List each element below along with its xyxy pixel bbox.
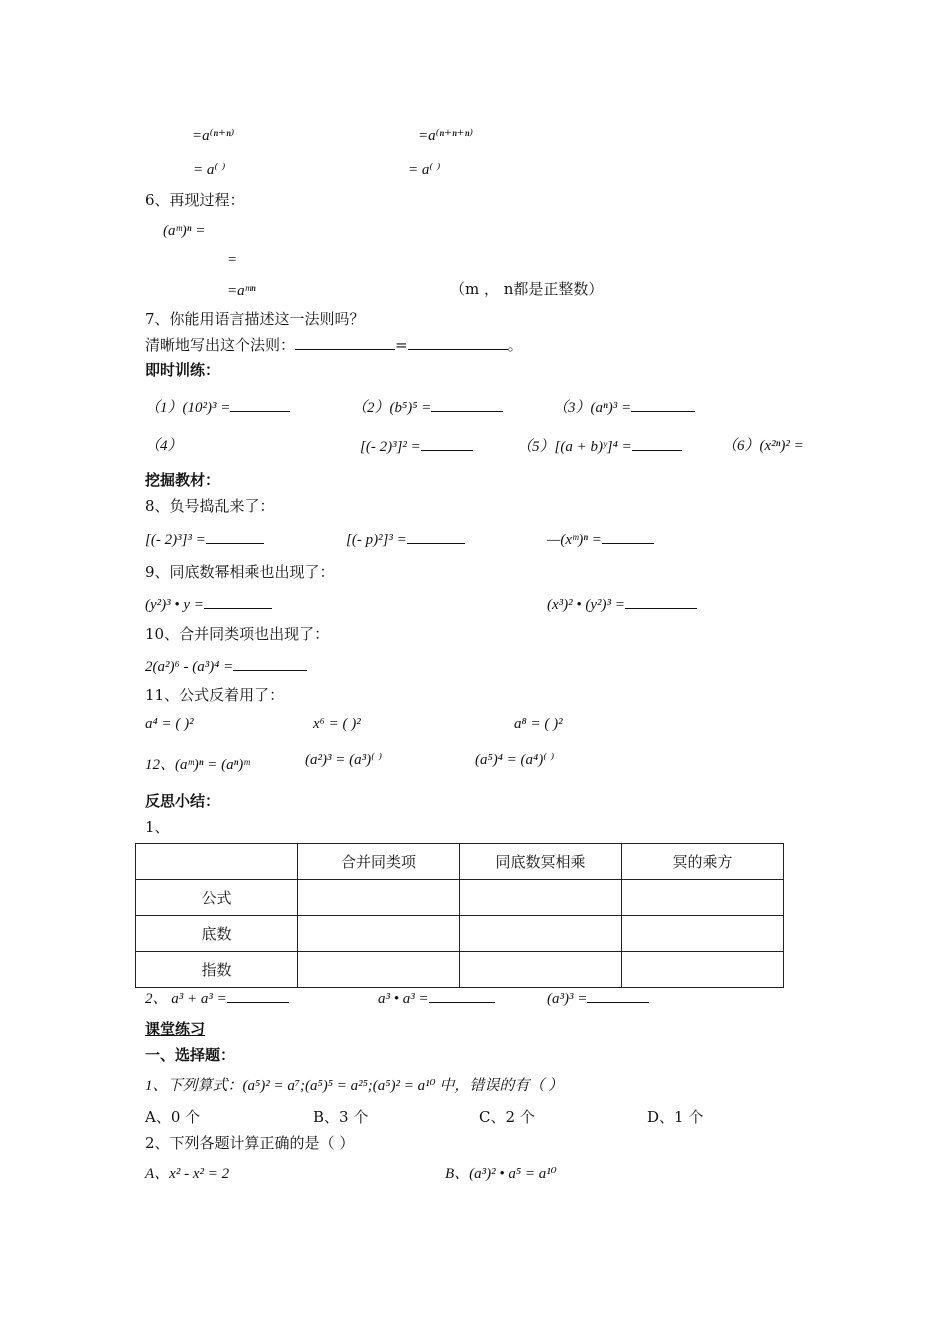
reflection-item-1: 1、 — [145, 818, 170, 836]
formula-line-1a: =a⁽ⁿ⁺ⁿ⁾ — [192, 128, 235, 144]
table-header-cell: 合并同类项 — [298, 844, 460, 880]
q7-rule-end: 。 — [507, 336, 523, 354]
answer-blank[interactable] — [587, 988, 649, 1003]
q6-step-1: (aᵐ)ⁿ = — [163, 223, 206, 239]
answer-blank[interactable] — [421, 436, 473, 451]
table-cell[interactable] — [622, 916, 784, 952]
formula-line-1b: =a⁽ⁿ⁺ⁿ⁺ⁿ⁾ — [418, 128, 473, 144]
table-cell[interactable] — [460, 952, 622, 988]
q12-b: (a²)³ = (a³)⁽ ⁾ — [305, 752, 383, 768]
training-3 — [553, 397, 695, 418]
answer-blank[interactable] — [230, 397, 290, 412]
table-cell[interactable] — [622, 880, 784, 916]
q2-option-b[interactable]: B、(a³)² • a⁵ = a¹⁰ — [445, 1166, 557, 1182]
q8-a — [145, 529, 264, 550]
question-7: 7、你能用语言描述这一法则吗？ — [145, 310, 365, 328]
answer-blank[interactable] — [204, 594, 272, 609]
q7-rule-label: 清晰地写出这个法则： — [145, 336, 296, 354]
option-c[interactable]: C、2 个 — [479, 1108, 535, 1126]
training-5 — [517, 436, 682, 457]
answer-blank[interactable] — [625, 594, 697, 609]
table-row — [136, 880, 784, 916]
q6-step-2: = — [227, 252, 238, 268]
answer-blank[interactable] — [408, 335, 508, 350]
option-a[interactable]: A、0 个 — [145, 1108, 201, 1126]
training-2-expr: （2）(b⁵)⁵ = — [352, 400, 432, 416]
option-d[interactable]: D、1 个 — [647, 1108, 704, 1126]
q8-b-expr: [(- p)²]³ = — [346, 532, 407, 548]
q12-c: (a⁵)⁴ = (a⁴)⁽ ⁾ — [475, 752, 555, 768]
reflection-2b-expr: a³ • a³ = — [378, 991, 429, 1007]
table-header-cell — [136, 844, 298, 880]
question-11: 11、公式反着用了： — [145, 686, 285, 704]
question-10: 10、合并同类项也出现了： — [145, 625, 330, 643]
reflection-2c-expr: (a³)³ = — [547, 991, 588, 1007]
section-reflection: 反思小结： — [145, 792, 221, 810]
section-dig-textbook: 挖掘教材： — [145, 471, 221, 489]
table-header-row — [136, 844, 784, 880]
q9-b-expr: (x³)² • (y²)³ = — [547, 597, 625, 613]
training-1-expr: （1）(10²)³ = — [145, 400, 231, 416]
answer-blank[interactable] — [295, 335, 395, 350]
question-6: 6、再现过程： — [145, 191, 245, 209]
training-4-expr: [(- 2)³]² = — [360, 439, 421, 455]
table-header-cell: 同底数冥相乘 — [460, 844, 622, 880]
table-cell[interactable] — [298, 952, 460, 988]
q8-c — [547, 529, 654, 550]
q11-a: a⁴ = ( )² — [145, 716, 194, 732]
answer-blank[interactable] — [431, 397, 503, 412]
q6-step-3: =aᵐⁿ — [227, 283, 256, 299]
table-row — [136, 952, 784, 988]
section-instant-training: 即时训练： — [145, 361, 221, 379]
table-cell[interactable] — [622, 952, 784, 988]
answer-blank[interactable] — [227, 988, 289, 1003]
table-cell[interactable] — [460, 916, 622, 952]
table-header-cell: 冥的乘方 — [622, 844, 784, 880]
table-cell[interactable] — [298, 880, 460, 916]
reflection-2a — [145, 988, 289, 1009]
training-5-expr: （5）[(a + b)ʸ]⁴ = — [517, 439, 632, 455]
training-6: （6）(x²ⁿ)² = — [722, 438, 804, 454]
table-row-label: 指数 — [136, 952, 298, 988]
q9-a-expr: (y²)³ • y = — [145, 597, 204, 613]
q8-c-expr: —(xᵐ)ⁿ = — [547, 532, 602, 548]
training-2 — [352, 397, 503, 418]
formula-line-2a: = a⁽ ⁾ — [193, 162, 226, 178]
q11-c: a⁸ = ( )² — [514, 716, 563, 732]
table-row — [136, 916, 784, 952]
q11-b: x⁶ = ( )² — [313, 716, 361, 732]
formula-line-2b: = a⁽ ⁾ — [408, 162, 441, 178]
table-cell[interactable] — [460, 880, 622, 916]
option-b[interactable]: B、3 个 — [313, 1108, 369, 1126]
answer-blank[interactable] — [206, 529, 264, 544]
q10-a-expr: 2(a²)⁶ - (a³)⁴ = — [145, 659, 234, 675]
answer-blank[interactable] — [632, 436, 682, 451]
q7-rule-eq: = — [395, 336, 408, 354]
q8-a-expr: [(- 2)³]³ = — [145, 532, 206, 548]
answer-blank[interactable] — [631, 397, 695, 412]
question-12: 12、(aᵐ)ⁿ = (aⁿ)ᵐ — [145, 757, 250, 773]
answer-blank[interactable] — [233, 656, 307, 671]
training-3-expr: （3）(aⁿ)³ = — [553, 400, 632, 416]
table-cell[interactable] — [298, 916, 460, 952]
exercise-question-1: 1、下列算式：(a⁵)² = a⁷;(a⁵)⁵ = a²⁵;(a⁵)² = a¹⁰ 中，错误的有（ ） — [145, 1078, 564, 1094]
training-4 — [360, 436, 473, 457]
answer-blank[interactable] — [429, 988, 495, 1003]
q9-a — [145, 594, 272, 615]
training-4-label: （4） — [145, 438, 183, 454]
q9-b — [547, 594, 697, 615]
table-row-label: 底数 — [136, 916, 298, 952]
answer-blank[interactable] — [602, 529, 654, 544]
reflection-2c — [547, 988, 649, 1009]
reflection-2a-expr: 2、 a³ + a³ = — [145, 991, 227, 1007]
answer-blank[interactable] — [407, 529, 465, 544]
question-8: 8、负号捣乱来了： — [145, 497, 275, 515]
q8-b — [346, 529, 465, 550]
exercise-question-2: 2、下列各题计算正确的是（ ） — [145, 1134, 355, 1152]
question-9: 9、同底数幂相乘也出现了： — [145, 563, 335, 581]
training-1 — [145, 397, 290, 418]
section-multiple-choice: 一、选择题： — [145, 1046, 236, 1064]
q2-option-a[interactable]: A、x² - x² = 2 — [145, 1166, 230, 1182]
reflection-2b — [378, 988, 495, 1009]
question-7-rule — [145, 335, 523, 355]
q10-a — [145, 656, 307, 677]
table-row-label: 公式 — [136, 880, 298, 916]
q6-note: （m ， n都是正整数） — [450, 280, 604, 298]
summary-table — [135, 843, 784, 988]
section-classroom-exercise: 课堂练习 — [145, 1020, 206, 1038]
